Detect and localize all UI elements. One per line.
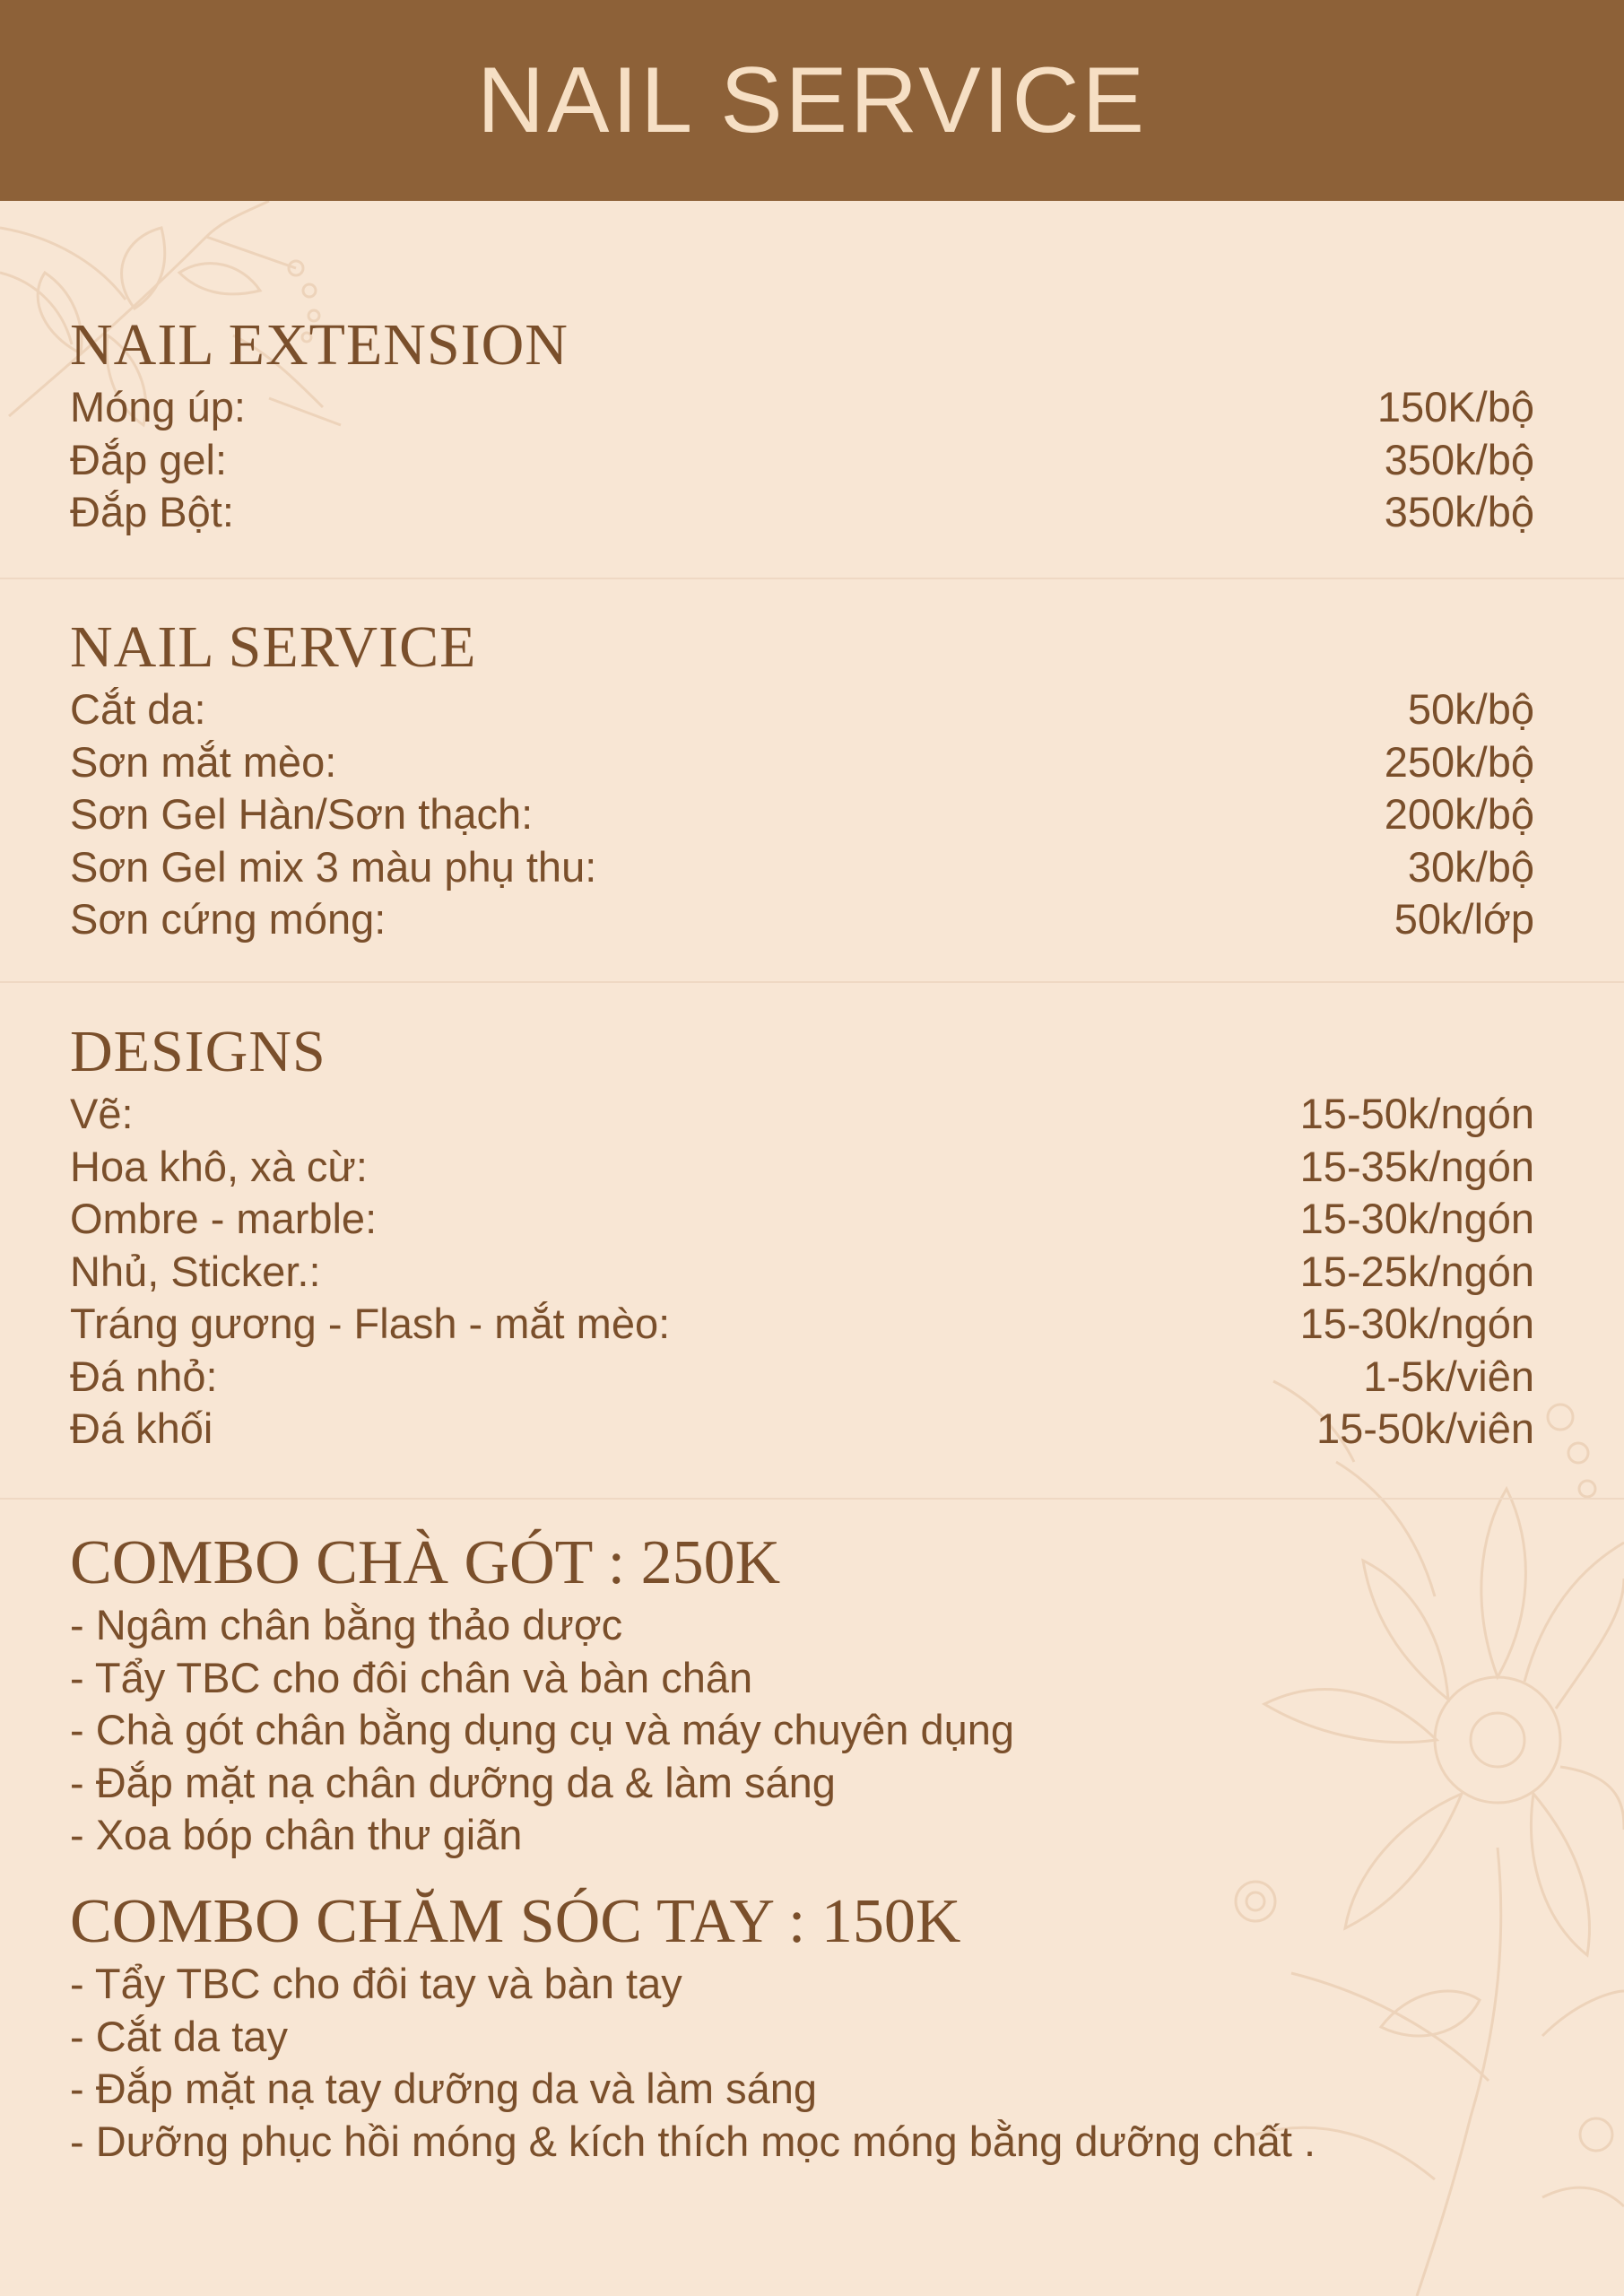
combo-title: COMBO CHĂM SÓC TAY : 150K	[70, 1887, 961, 1956]
combo-hand-care	[70, 1886, 1534, 2168]
price-row	[70, 683, 1534, 736]
price-row	[70, 1141, 1534, 1194]
price-row	[70, 841, 1534, 894]
service-name: Sơn cứng móng:	[70, 895, 386, 943]
service-price: 15-30k/ngón	[1299, 1300, 1534, 1347]
service-name: Móng úp:	[70, 383, 246, 430]
service-price: 50k/bộ	[1407, 685, 1534, 733]
service-price: 350k/bộ	[1384, 435, 1534, 483]
service-name: Sơn mắt mèo:	[70, 737, 337, 786]
service-name: Vẽ:	[70, 1090, 134, 1137]
service-price: 15-35k/ngón	[1299, 1142, 1534, 1190]
combo-step: - Dưỡng phục hồi móng & kích thích mọc móng bằng dưỡng chất .	[70, 2117, 1316, 2165]
service-price: 150K/bộ	[1376, 383, 1534, 430]
combo-step: - Đắp mặt nạ tay dưỡng da và làm sáng	[70, 2065, 817, 2112]
combo-step: - Đắp mặt nạ chân dưỡng da & làm sáng	[70, 1758, 836, 1806]
price-row	[70, 1351, 1534, 1404]
service-name: Nhủ, Sticker.:	[70, 1247, 321, 1295]
price-row	[70, 1246, 1534, 1299]
service-price: 15-25k/ngón	[1299, 1247, 1534, 1295]
combo-title: COMBO CHÀ GÓT : 250K	[70, 1528, 781, 1597]
combo-step: - Xoa bóp chân thư giãn	[70, 1811, 523, 1858]
service-price: 30k/bộ	[1407, 842, 1534, 891]
service-name: Đá khối	[70, 1405, 213, 1452]
price-row	[70, 1298, 1534, 1351]
price-row	[70, 736, 1534, 789]
combo-step: - Tẩy TBC cho đôi tay và bàn tay	[70, 1960, 682, 2007]
section-designs	[70, 1016, 1534, 1456]
combo-step: - Ngâm chân bằng thảo dược	[70, 1601, 623, 1648]
section-nail-extension	[70, 309, 1534, 539]
price-row	[70, 381, 1534, 434]
service-name: Hoa khô, xà cừ:	[70, 1142, 368, 1190]
header-banner	[0, 0, 1624, 201]
section-title: DESIGNS	[70, 1019, 326, 1084]
price-row	[70, 434, 1534, 487]
service-price: 250k/bộ	[1384, 737, 1534, 786]
service-name: Sơn Gel Hàn/Sơn thạch:	[70, 790, 534, 838]
service-price: 1-5k/viên	[1363, 1352, 1534, 1400]
combo-step: - Chà gót chân bằng dụng cụ và máy chuyên dụng	[70, 1706, 1015, 1753]
service-price: 15-50k/viên	[1316, 1405, 1534, 1452]
price-row	[70, 893, 1534, 946]
service-name: Ombre - marble:	[70, 1195, 378, 1242]
service-name: Tráng gương - Flash - mắt mèo:	[70, 1300, 671, 1347]
price-row	[70, 1403, 1534, 1456]
service-price: 15-50k/ngón	[1299, 1090, 1534, 1137]
service-name: Sơn Gel mix 3 màu phụ thu:	[70, 842, 597, 891]
service-price: 15-30k/ngón	[1299, 1195, 1534, 1242]
section-divider	[0, 1498, 1624, 1500]
service-name: Cắt da:	[70, 685, 206, 733]
page-title: NAIL SERVICE	[477, 48, 1147, 152]
service-name: Đắp Bột:	[70, 488, 234, 535]
service-price: 200k/bộ	[1384, 790, 1534, 838]
section-title: NAIL EXTENSION	[70, 312, 569, 378]
price-row	[70, 788, 1534, 841]
combo-step: - Cắt da tay	[70, 2012, 288, 2060]
service-name: Đắp gel:	[70, 435, 228, 483]
section-title: NAIL SERVICE	[70, 614, 477, 680]
price-row	[70, 486, 1534, 539]
section-divider	[0, 578, 1624, 579]
combo-heel-care	[70, 1527, 1534, 1862]
price-row	[70, 1088, 1534, 1141]
section-nail-service	[70, 612, 1534, 946]
combo-step: - Tẩy TBC cho đôi chân và bàn chân	[70, 1653, 753, 1701]
section-divider	[0, 981, 1624, 983]
service-price: 50k/lớp	[1394, 895, 1534, 943]
service-price: 350k/bộ	[1384, 488, 1534, 535]
price-row	[70, 1193, 1534, 1246]
service-name: Đá nhỏ:	[70, 1352, 218, 1400]
